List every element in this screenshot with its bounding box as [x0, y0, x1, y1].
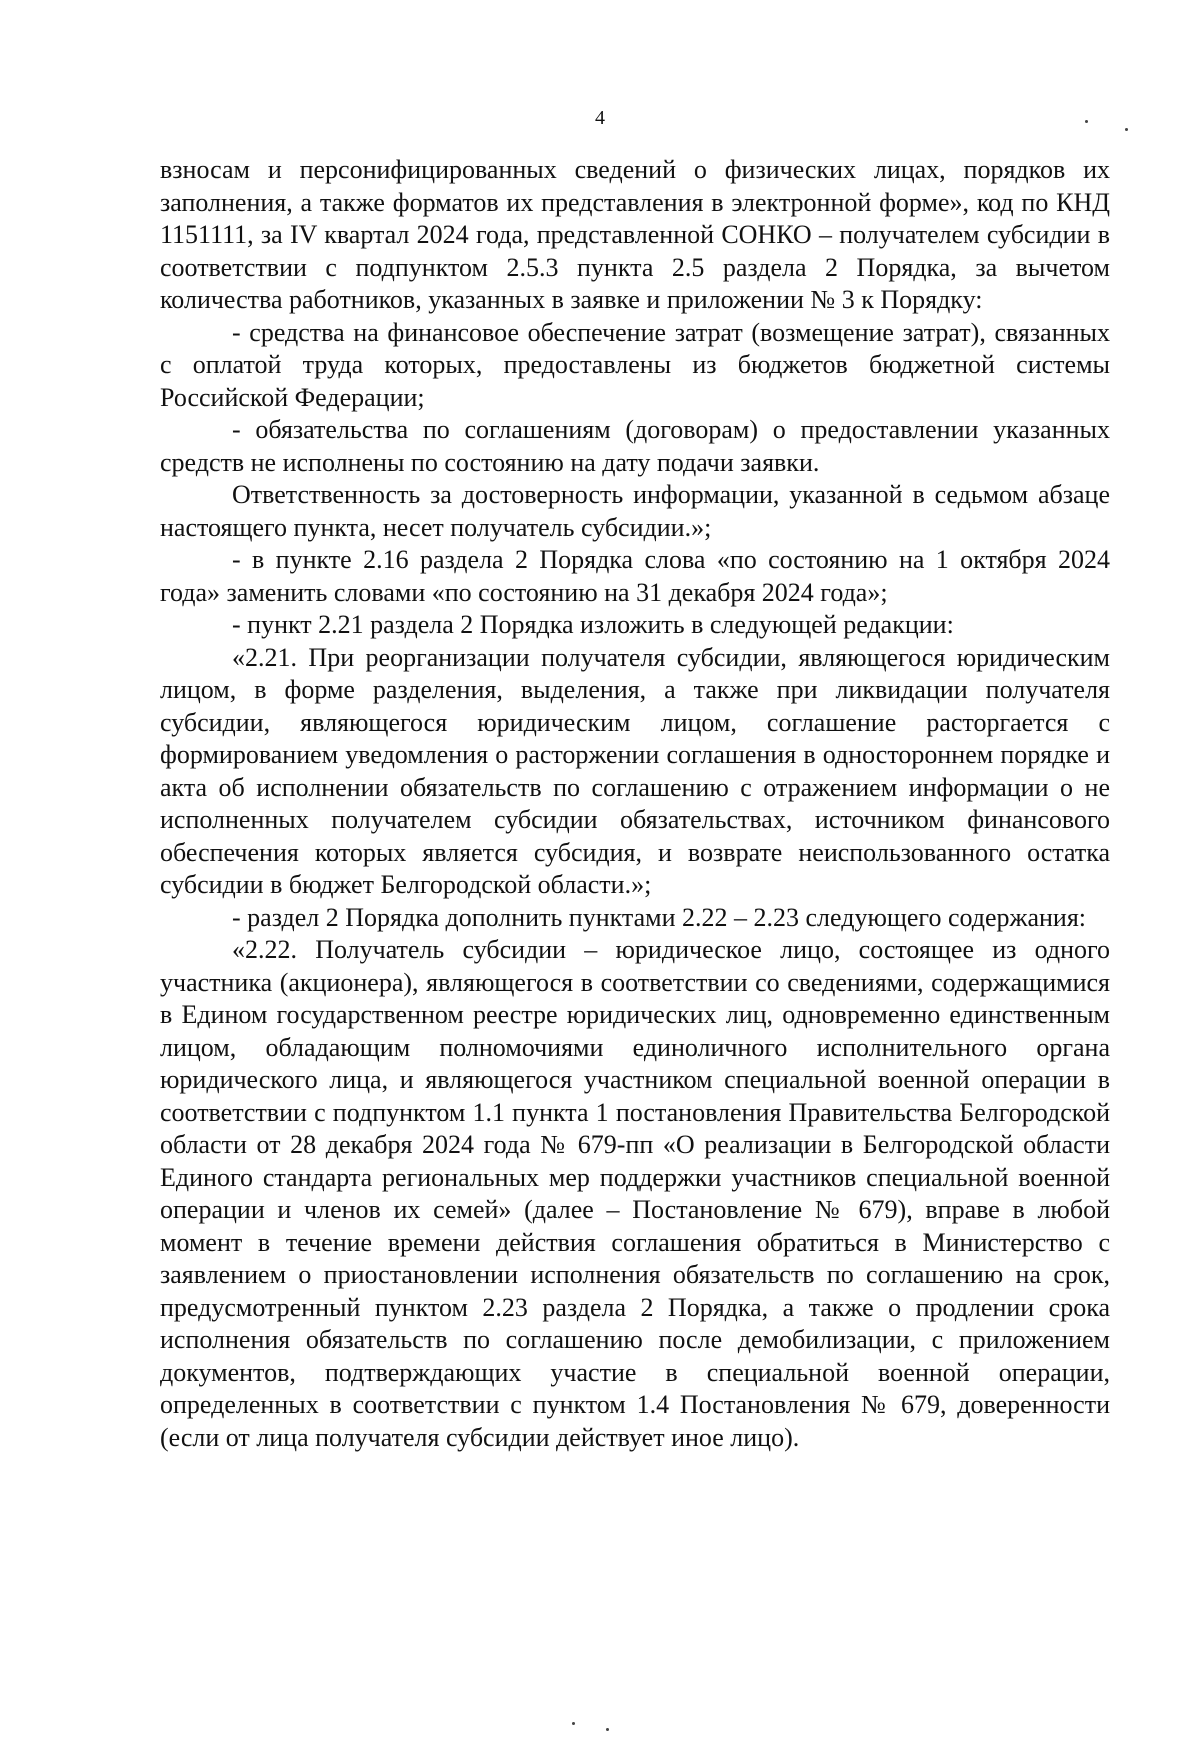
paragraph-continuation: взносам и персонифицированных сведений о физических лицах, порядков их заполнения, а также форматов их представления в электронной форме», код по КНД 1151111, за IV квартал 2024 года, представленной СОНКО – получателем субсидии в соответствии с подпунктом 2.5.3 пункта 2.5 раздела 2 Порядка, за вычетом количества работников, указанных в заявке и приложении № 3 к Порядку: — [160, 155, 1110, 314]
paragraph-list-item-obligations: - обязательства по соглашениям (договорам) о предоставлении указанных средств не исполнены по состоянию на дату подачи заявки. — [160, 415, 1110, 477]
paragraph-clause-2-21: «2.21. При реорганизации получателя субсидии, являющегося юридическим лицом, в форме разделения, выделения, а также при ликвидации получателя субсидии, являющегося юридическим лицом, соглашение расторгается с формированием уведомления о расторжении соглашения в одностороннем порядке и акта об исполнении обязательств по соглашению с отражением информации о не исполненных получателем субсидии обязательствах, источником финансового обеспечения которых является субсидия, и возврате неиспользованного остатка субсидии в бюджет Белгородской области.»; — [160, 642, 1110, 899]
paragraph-amendment-2-16: - в пункте 2.16 раздела 2 Порядка слова «по состоянию на 1 октября 2024 года» заменить словами «по состоянию на 31 декабря 2024 года»; — [160, 545, 1110, 607]
paragraph-amendment-2-21-intro: - пункт 2.21 раздела 2 Порядка изложить в следующей редакции: — [232, 610, 954, 639]
scan-speck — [572, 1722, 575, 1725]
scan-speck — [1085, 120, 1088, 123]
paragraph-clause-2-22: «2.22. Получатель субсидии – юридическое лицо, состоящее из одного участника (акционера), являющегося в соответствии со сведениями, содержащимися в Едином государственном реестре юридических лиц, одновременно единственным лицом, обладающим полномочиями единоличного исполнительного органа юридического лица, и являющегося участником специальной военной операции в соответствии с подпунктом 1.1 пункта 1 постановления Правительства Белгородской области от 28 декабря 2024 года № 679-пп «О реализации в Белгородской области Единого стандарта региональных мер поддержки участников специальной военной операции и членов их семей» (далее – Постановление № 679), вправе в любой момент в течение времени действия соглашения обратиться в Министерство с заявлением о приостановлении исполнения обязательств по соглашению на срок, предусмотренный пунктом 2.23 раздела 2 Порядка, а также о продлении срока исполнения обязательств по соглашению после демобилизации, с приложением документов, подтверждающих участие в специальной военной операции, определенных в соответствии с пунктом 1.4 Постановления № 679, доверенности (если от лица получателя субсидии действует иное лицо). — [160, 935, 1110, 1452]
scan-speck — [606, 1728, 609, 1731]
scan-speck — [1125, 128, 1128, 131]
document-body — [160, 154, 1110, 1454]
paragraph-responsibility: Ответственность за достоверность информации, указанной в седьмом абзаце настоящего пункта, несет получатель субсидии.»; — [160, 480, 1110, 542]
paragraph-amendment-2-22-intro: - раздел 2 Порядка дополнить пунктами 2.22 – 2.23 следующего содержания: — [232, 902, 1087, 932]
page-number: 4 — [595, 107, 605, 129]
paragraph-list-item-funds: - средства на финансовое обеспечение затрат (возмещение затрат), связанных с оплатой труда которых, предоставлены из бюджетов бюджетной системы Российской Федерации; — [160, 317, 1110, 412]
